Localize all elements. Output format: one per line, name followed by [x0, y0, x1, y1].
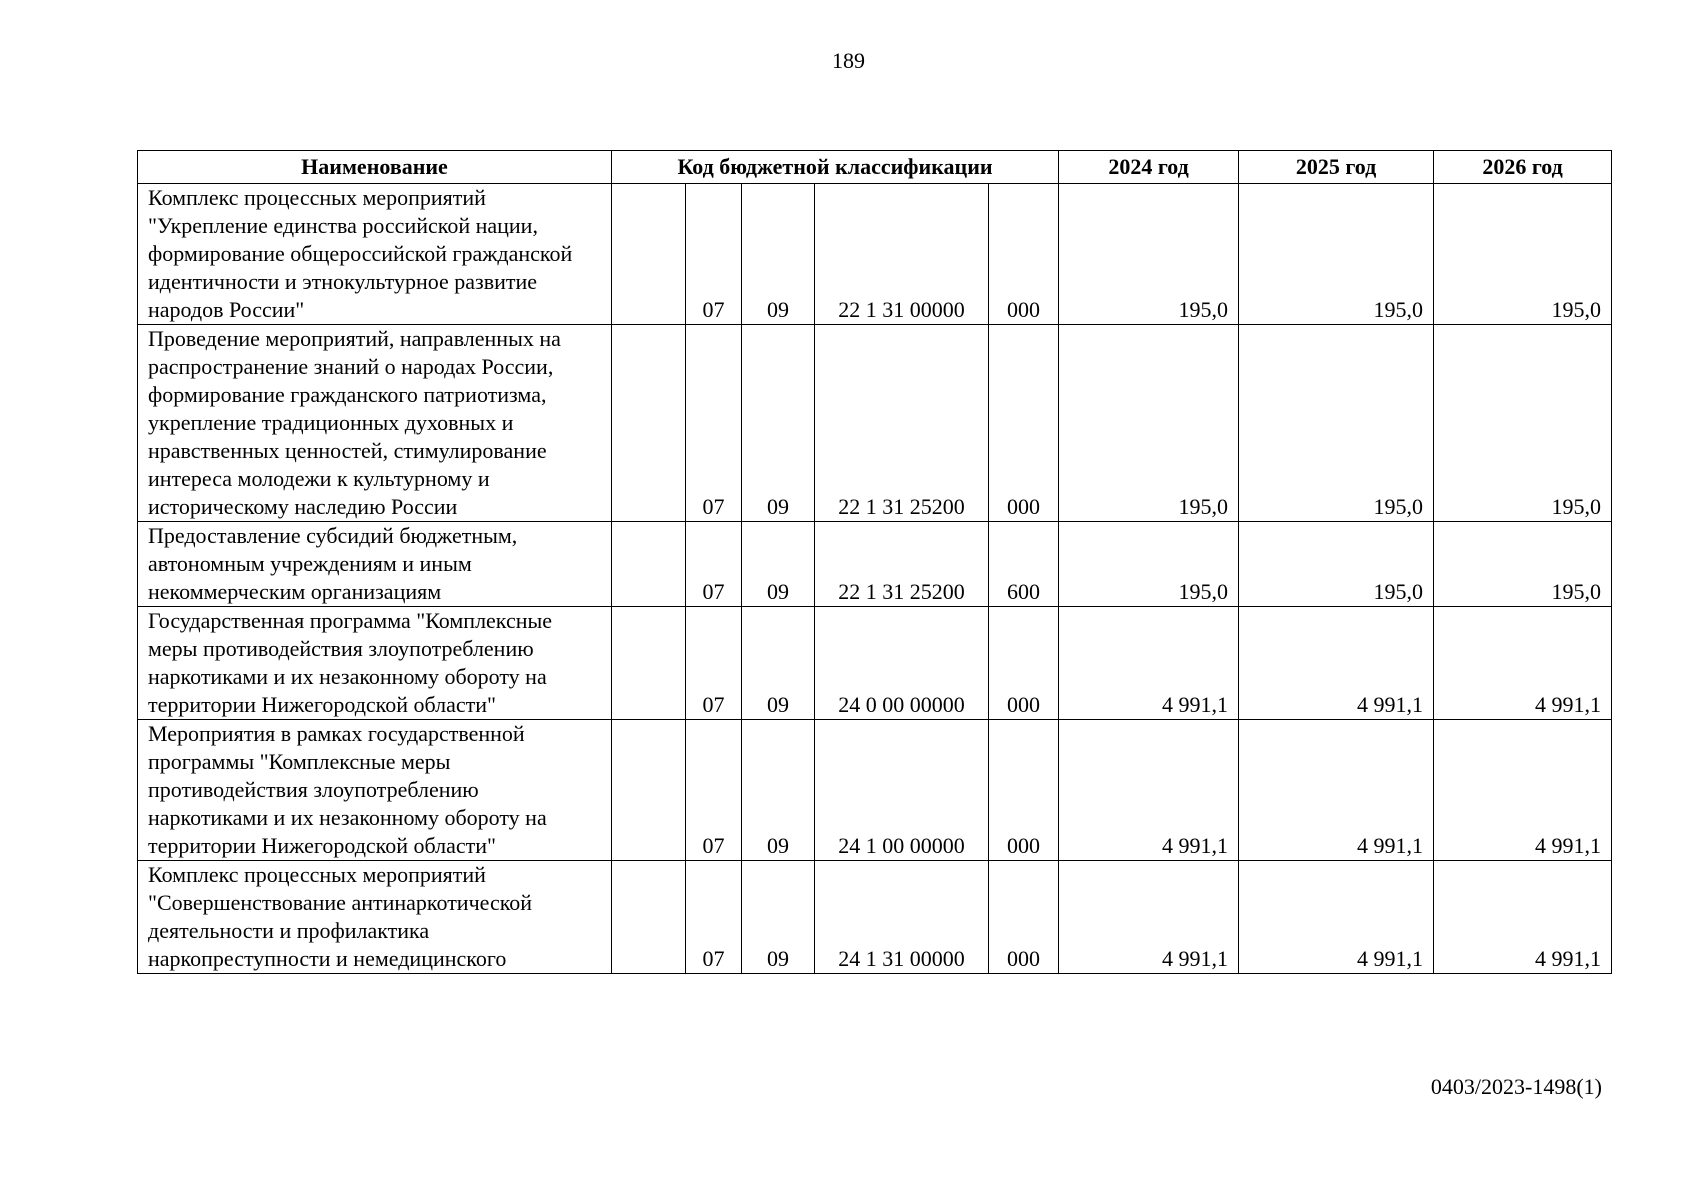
- row-name: Комплекс процессных мероприятий "Совершенствование антинаркотической деятельности и профилактика наркопреступности и немедицинского: [138, 861, 612, 974]
- value-2026: 4 991,1: [1434, 861, 1612, 974]
- code-section: 07: [686, 522, 742, 607]
- header-2026: 2026 год: [1434, 151, 1612, 184]
- budget-table: [137, 150, 1612, 974]
- table-row: [138, 720, 1612, 861]
- value-2026: 4 991,1: [1434, 720, 1612, 861]
- code-section: 07: [686, 607, 742, 720]
- code-subsection: 09: [742, 325, 815, 522]
- empty-cell: [612, 522, 686, 607]
- header-name: Наименование: [138, 151, 612, 184]
- value-2024: 195,0: [1059, 522, 1239, 607]
- code-subsection: 09: [742, 522, 815, 607]
- code-subsection: 09: [742, 720, 815, 861]
- value-2026: 195,0: [1434, 325, 1612, 522]
- row-name: Комплекс процессных мероприятий "Укрепление единства российской нации, формирование общероссийской гражданской идентичности и этнокультурное развитие народов России": [138, 184, 612, 325]
- value-2026: 4 991,1: [1434, 607, 1612, 720]
- header-2025: 2025 год: [1239, 151, 1434, 184]
- value-2025: 195,0: [1239, 184, 1434, 325]
- header-code: Код бюджетной классификации: [612, 151, 1059, 184]
- code-expense-type: 000: [989, 607, 1059, 720]
- code-subsection: 09: [742, 861, 815, 974]
- header-row: [138, 151, 1612, 184]
- code-expense-type: 600: [989, 522, 1059, 607]
- header-2024: 2024 год: [1059, 151, 1239, 184]
- value-2026: 195,0: [1434, 184, 1612, 325]
- code-target-article: 22 1 31 25200: [815, 325, 989, 522]
- table-row: [138, 184, 1612, 325]
- row-name: Предоставление субсидий бюджетным, автономным учреждениям и иным некоммерческим организациям: [138, 522, 612, 607]
- value-2026: 195,0: [1434, 522, 1612, 607]
- value-2025: 4 991,1: [1239, 861, 1434, 974]
- code-section: 07: [686, 325, 742, 522]
- table-row: [138, 607, 1612, 720]
- value-2024: 4 991,1: [1059, 607, 1239, 720]
- value-2025: 195,0: [1239, 522, 1434, 607]
- value-2024: 195,0: [1059, 325, 1239, 522]
- code-expense-type: 000: [989, 184, 1059, 325]
- value-2024: 4 991,1: [1059, 720, 1239, 861]
- code-section: 07: [686, 720, 742, 861]
- row-name: Мероприятия в рамках государственной программы "Комплексные меры противодействия злоупотреблению наркотиками и их незаконному обороту на территории Нижегородской области": [138, 720, 612, 861]
- empty-cell: [612, 607, 686, 720]
- code-expense-type: 000: [989, 861, 1059, 974]
- row-name: Проведение мероприятий, направленных на распространение знаний о народах России, формирование гражданского патриотизма, укрепление традиционных духовных и нравственных ценностей, стимулирование интереса молодежи к культурному и историческому наследию России: [138, 325, 612, 522]
- value-2025: 195,0: [1239, 325, 1434, 522]
- code-target-article: 22 1 31 00000: [815, 184, 989, 325]
- value-2024: 4 991,1: [1059, 861, 1239, 974]
- table-row: [138, 325, 1612, 522]
- empty-cell: [612, 720, 686, 861]
- code-expense-type: 000: [989, 325, 1059, 522]
- code-section: 07: [686, 184, 742, 325]
- code-target-article: 24 0 00 00000: [815, 607, 989, 720]
- code-section: 07: [686, 861, 742, 974]
- code-target-article: 24 1 00 00000: [815, 720, 989, 861]
- page-number: 189: [832, 48, 865, 73]
- document-id: 0403/2023-1498(1): [1430, 1074, 1602, 1099]
- code-subsection: 09: [742, 607, 815, 720]
- row-name: Государственная программа "Комплексные меры противодействия злоупотреблению наркотиками и их незаконному обороту на территории Нижегородской области": [138, 607, 612, 720]
- code-subsection: 09: [742, 184, 815, 325]
- value-2025: 4 991,1: [1239, 607, 1434, 720]
- code-target-article: 24 1 31 00000: [815, 861, 989, 974]
- empty-cell: [612, 184, 686, 325]
- code-expense-type: 000: [989, 720, 1059, 861]
- value-2024: 195,0: [1059, 184, 1239, 325]
- code-target-article: 22 1 31 25200: [815, 522, 989, 607]
- empty-cell: [612, 325, 686, 522]
- table-row: [138, 522, 1612, 607]
- value-2025: 4 991,1: [1239, 720, 1434, 861]
- table-row: [138, 861, 1612, 974]
- empty-cell: [612, 861, 686, 974]
